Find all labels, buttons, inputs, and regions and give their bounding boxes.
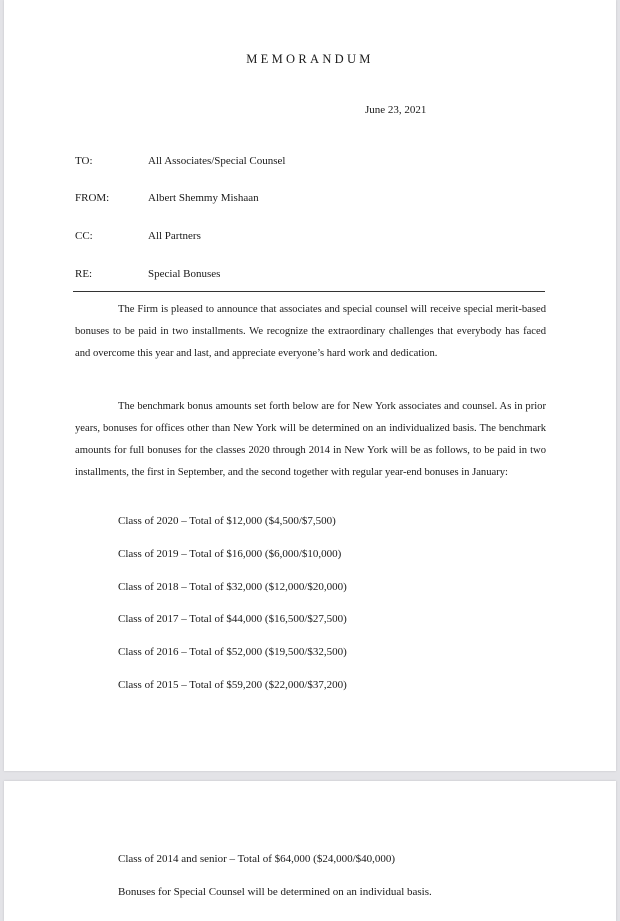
to-label: TO: (75, 155, 93, 167)
class-2016-line: Class of 2016 – Total of $52,000 ($19,500/$32,500) (118, 646, 347, 658)
from-value: Albert Shemmy Mishaan (148, 192, 259, 204)
cc-value: All Partners (148, 230, 201, 242)
header-divider (73, 291, 545, 292)
class-2020-line: Class of 2020 – Total of $12,000 ($4,500/$7,500) (118, 515, 336, 527)
paragraph-benchmark: The benchmark bonus amounts set forth below are for New York associates and counsel. As in prior years, bonuses for offices other than New York will be determined on an individualized basis. The benchmark amounts for full bonuses for the classes 2020 through 2014 in New York will be as follows, to be paid in two installments, the first in September, and the second together with regular year-end bonuses in January: (75, 401, 546, 478)
class-2019-line: Class of 2019 – Total of $16,000 ($6,000/$10,000) (118, 548, 342, 560)
memo-page-2 (4, 781, 616, 921)
class-2015-line: Class of 2015 – Total of $59,200 ($22,000/$37,200) (118, 679, 347, 691)
memo-page-1 (4, 0, 616, 771)
class-2014-line: Class of 2014 and senior – Total of $64,000 ($24,000/$40,000) (118, 853, 396, 865)
class-2018-line: Class of 2018 – Total of $32,000 ($12,000/$20,000) (118, 581, 347, 593)
re-label: RE: (75, 268, 93, 280)
class-2017-line: Class of 2017 – Total of $44,000 ($16,500/$27,500) (118, 613, 347, 625)
special-counsel-note: Bonuses for Special Counsel will be determined on an individual basis. (118, 886, 432, 898)
re-value: Special Bonuses (148, 268, 221, 280)
from-label: FROM: (75, 192, 110, 204)
cc-label: CC: (75, 230, 93, 242)
paragraph-intro: The Firm is pleased to announce that associates and special counsel will receive special merit-based bonuses to be paid in two installments. We recognize the extraordinary challenges that everybody has faced and overcome this year and last, and appreciate everyone’s hard work and dedication. (75, 304, 546, 359)
memo-title: MEMORANDUM (246, 52, 374, 66)
to-value: All Associates/Special Counsel (148, 155, 286, 167)
memo-date: June 23, 2021 (365, 104, 427, 116)
